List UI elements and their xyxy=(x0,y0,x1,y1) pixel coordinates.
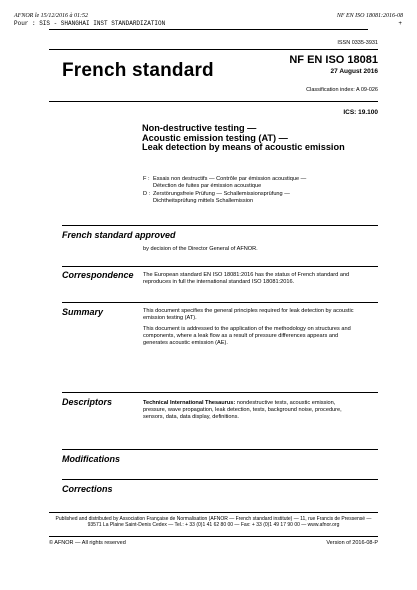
german-title xyxy=(143,191,290,205)
standard-number: NF EN ISO 18081 xyxy=(289,54,378,66)
stamp-recipient: Pour : SIS - SHANGHAI INST STANDARDIZATION xyxy=(14,20,166,27)
issn-rule xyxy=(49,49,378,50)
approved-text: by decision of the Director General of AFNOR. xyxy=(143,246,258,252)
german-title-line-2: Dichtheitsprüfung mittels Schallemission xyxy=(153,198,254,204)
correspondence-text xyxy=(143,272,349,286)
footer-bottom-rule xyxy=(49,536,378,537)
approved-rule xyxy=(62,225,378,226)
corrections-heading: Corrections xyxy=(62,484,113,494)
german-title-line-1: Zerstörungsfreie Prüfung — Schallemissionsprüfung — xyxy=(153,191,290,197)
french-title-line-1: Essais non destructifs — Contrôle par émission acoustique — xyxy=(153,176,307,182)
summary-p2-line-1: This document is addressed to the application of the methodology on structures and xyxy=(143,326,351,332)
classification-index: Classification index: A 09-026 xyxy=(306,87,378,93)
descriptors-heading: Descriptors xyxy=(62,397,113,407)
descriptors-lead: Technical International Thesaurus: xyxy=(143,400,236,406)
summary-paragraph-1 xyxy=(143,308,354,322)
correspondence-line-2: reproduces in full the international standard ISO 18081:2016. xyxy=(143,279,295,285)
french-title xyxy=(143,176,307,190)
summary-heading: Summary xyxy=(62,307,104,317)
publisher-line-2: 93571 La Plaine Saint-Denis Cedex — Tel.: + 33 (0)1 41 62 80 00 — Fax: + 33 (0)1 49 17 90 00 — www.afnor.org xyxy=(87,522,340,529)
publisher-info xyxy=(49,516,378,529)
footer-rule xyxy=(49,512,378,513)
stamp-date: AFNOR le 15/12/2016 à 01:52 xyxy=(14,13,88,19)
french-prefix: F : xyxy=(143,176,150,182)
descriptors-line-1: nondestructive tests, acoustic emission, xyxy=(236,400,336,406)
correspondence-line-1: The European standard EN ISO 18081:2016 has the status of French standard and xyxy=(143,272,350,278)
summary-p2-line-2: components, where a leak flow as a result of pressure differences appears and xyxy=(143,333,339,339)
summary-p1-line-1: This document specifies the general principles required for leak detection by acoustic xyxy=(143,308,354,314)
modifications-heading: Modifications xyxy=(62,454,120,464)
french-title-line-2: Détection de fuites par émission acoustique xyxy=(153,183,262,189)
issn: ISSN 0335-3931 xyxy=(337,40,378,46)
document-type-title: French standard xyxy=(62,60,214,81)
descriptors-text xyxy=(143,400,342,421)
header-rule xyxy=(49,101,378,102)
descriptors-line-2: pressure, wave propagation, leak detection, tests, background noise, procedure, xyxy=(143,407,342,413)
top-rule xyxy=(49,29,368,30)
summary-rule xyxy=(62,302,378,303)
ics-code: ICS: 19.100 xyxy=(343,109,378,116)
main-title-line-3: Leak detection by means of acoustic emission xyxy=(142,142,345,152)
descriptors-rule xyxy=(62,392,378,393)
corrections-rule xyxy=(62,479,378,480)
german-prefix: D : xyxy=(143,191,151,197)
stamp-mark: + xyxy=(398,20,402,27)
descriptors-line-3: sensors, data, data display, definitions. xyxy=(143,414,239,420)
publication-date: 27 August 2016 xyxy=(330,68,378,75)
summary-p1-line-2: emission testing (AT). xyxy=(143,315,197,321)
main-title-line-2: Acoustic emission testing (AT) — xyxy=(142,132,288,143)
publisher-line-1: Published and distributed by Association Française de Normalisation (AFNOR — French standard institute) — 11, rue Francis de Pressensé — xyxy=(55,516,372,522)
summary-paragraph-2 xyxy=(143,326,351,347)
stamp-standard-ref: NF EN ISO 18081:2016-08 xyxy=(336,13,403,19)
modifications-rule xyxy=(62,449,378,450)
approved-heading: French standard approved xyxy=(62,230,176,240)
main-title xyxy=(142,124,345,153)
main-title-line-1: Non-destructive testing — xyxy=(142,123,257,133)
summary-p2-line-3: generates acoustic emission (AE). xyxy=(143,340,228,346)
version: Version of 2016-08-P xyxy=(326,540,378,546)
correspondence-rule xyxy=(62,266,378,267)
correspondence-heading: Correspondence xyxy=(62,270,134,280)
copyright: © AFNOR — All rights reserved xyxy=(49,540,126,546)
